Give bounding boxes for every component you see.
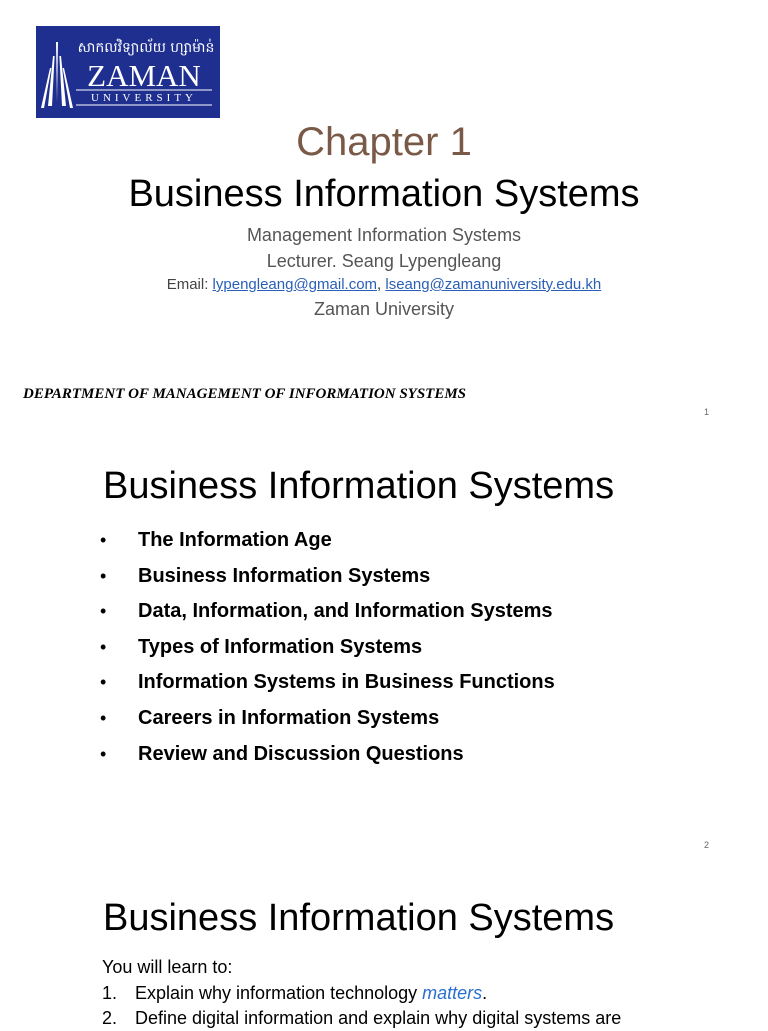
objective-text-end: . (482, 983, 488, 1003)
page-number: 1 (704, 407, 710, 417)
list-item (100, 559, 555, 595)
email-line (0, 275, 768, 295)
logo-subname: UNIVERSITY (91, 92, 197, 104)
list-item (100, 665, 555, 701)
lecturer-name: Lecturer. Seang Lypengleang (266, 251, 502, 271)
list-number: 1. (102, 983, 118, 1003)
slide2-title: Business Information Systems (103, 465, 615, 507)
bullet-icon: • (100, 636, 107, 657)
bullet-icon: • (100, 601, 107, 622)
chapter-heading: Chapter 1 (296, 120, 472, 164)
list-item-label: Information Systems in Business Functions (138, 671, 555, 694)
bullet-icon: • (100, 743, 107, 764)
logo-emblem-icon (36, 26, 220, 118)
objective-highlight: matters (422, 983, 483, 1003)
topic-list (100, 523, 555, 772)
department-name: DEPARTMENT OF MANAGEMENT OF INFORMATION SYSTEMS (23, 386, 467, 402)
list-item-label: The Information Age (138, 529, 332, 551)
objectives-intro: You will learn to: (102, 957, 233, 977)
list-item (100, 594, 555, 630)
list-item-label: Careers in Information Systems (138, 706, 440, 729)
slide3-title: Business Information Systems (103, 897, 615, 939)
list-item-label: Data, Information, and Information Systems (138, 600, 553, 623)
list-number: 2. (102, 1008, 118, 1028)
list-item (102, 1006, 621, 1031)
list-item (100, 523, 555, 559)
bullet-icon: • (100, 565, 107, 586)
objective-text: Define digital information and explain why digital systems are (135, 1008, 622, 1028)
bullet-icon: • (100, 707, 107, 728)
objective-text: Explain why information technology (135, 983, 423, 1003)
list-item-label: Business Information Systems (138, 564, 431, 587)
list-item (100, 701, 555, 737)
email-separator: , (377, 276, 386, 293)
list-item (102, 981, 621, 1006)
slide1-title: Business Information Systems (128, 173, 640, 215)
email-link-zaman[interactable]: lseang@zamanuniversity.edu.kh (385, 276, 602, 293)
institution-name: Zaman University (313, 299, 455, 319)
list-item-label: Review and Discussion Questions (138, 742, 464, 765)
page-number: 2 (704, 840, 710, 850)
logo-name: ZAMAN (87, 58, 201, 93)
list-item-label: Types of Information Systems (138, 635, 423, 658)
course-name: Management Information Systems (246, 225, 522, 245)
email-link-gmail[interactable]: lypengleang@gmail.com (212, 276, 378, 293)
list-item (100, 737, 555, 773)
bullet-icon: • (100, 672, 107, 693)
email-label: Email: (166, 276, 213, 293)
zaman-university-logo (36, 26, 220, 118)
bullet-icon: • (100, 530, 107, 550)
logo-khmer-text: សាកលវិទ្យាល័យ ហ្សាម៉ាន់ (77, 40, 215, 56)
list-item (100, 630, 555, 666)
